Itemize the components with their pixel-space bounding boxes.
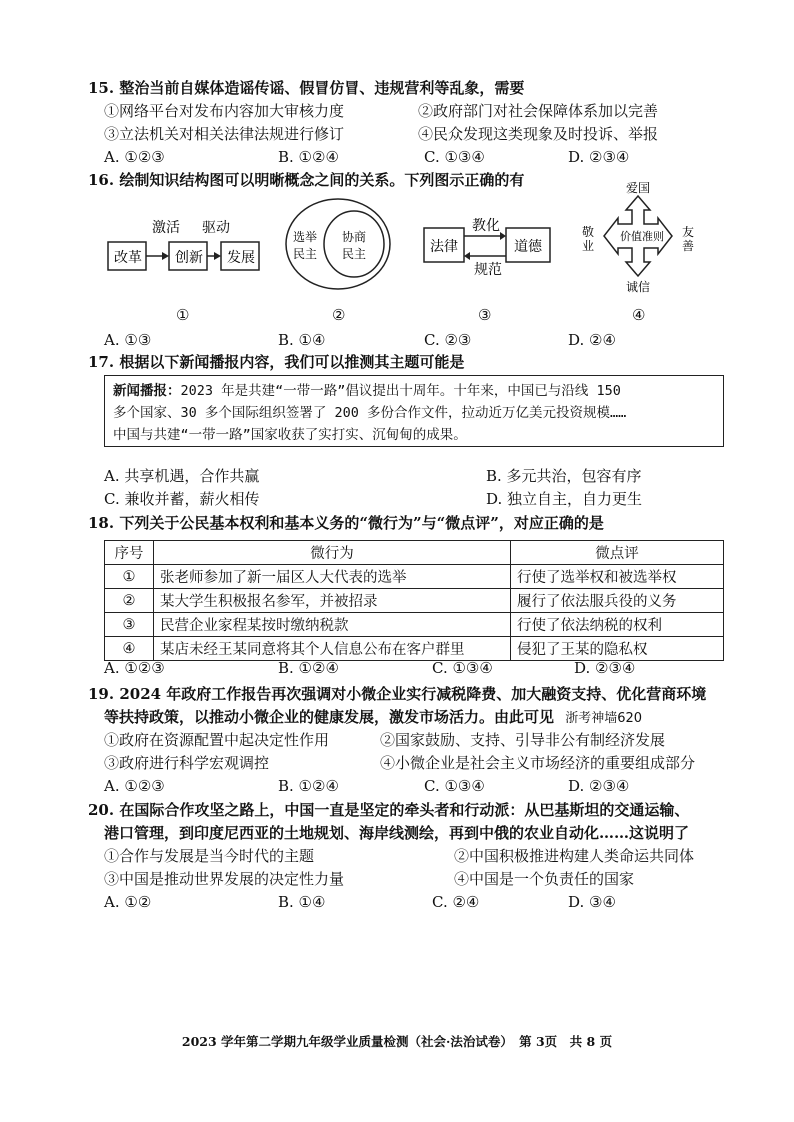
- q16-option-d[interactable]: D. ②④: [568, 331, 616, 349]
- q16-diagram-3-number: ③: [478, 306, 492, 324]
- q19-stem-line-2: [104, 707, 642, 729]
- q16-diagram-1-number: ①: [176, 306, 190, 324]
- q20-statement-1: ①合作与发展是当今时代的主题: [104, 847, 315, 865]
- d4-right-text-2: 善: [682, 239, 695, 253]
- q17-stem: 17. 根据以下新闻播报内容，我们可以推测其主题可能是: [88, 353, 465, 371]
- q17-option-d[interactable]: D. 独立自主，自力更生: [486, 490, 643, 508]
- q17-option-a[interactable]: A. 共享机遇，合作共赢: [104, 467, 260, 485]
- q16-diagram-3: [420, 214, 555, 276]
- q20-option-b[interactable]: B. ①④: [278, 893, 326, 911]
- q20-option-a[interactable]: A. ①②: [104, 893, 152, 911]
- q16-diagram-4: [578, 178, 698, 296]
- q19-option-a[interactable]: A. ①②③: [104, 777, 165, 795]
- q19-option-d[interactable]: D. ②③④: [568, 777, 630, 795]
- q18-option-a[interactable]: A. ①②③: [104, 659, 165, 677]
- q15-statement-3: ③立法机关对相关法律法规进行修订: [104, 125, 345, 143]
- q18-option-c[interactable]: C. ①③④: [432, 659, 493, 677]
- table-row: [105, 589, 724, 613]
- q19-stem-line-1: 19. 2024 年政府工作报告再次强调对小微企业实行减税降费、加大融资支持、优化营商环境: [88, 685, 707, 703]
- q19-option-c[interactable]: C. ①③④: [424, 777, 485, 795]
- d1-develop-text: 发展: [227, 250, 255, 266]
- q15-option-c[interactable]: C. ①③④: [424, 148, 485, 166]
- d2-outer-text-1: 选举: [293, 230, 318, 244]
- q18-table-header: [105, 541, 724, 565]
- q18-row-2-action: 某大学生积极报名参军，并被招录: [154, 589, 511, 613]
- q20-statement-4: ④中国是一个负责任的国家: [454, 870, 635, 888]
- q16-diagram-4-number: ④: [632, 306, 646, 324]
- q18-option-d[interactable]: D. ②③④: [574, 659, 636, 677]
- watermark: 浙考神墙620: [565, 711, 643, 726]
- table-row: [105, 637, 724, 661]
- q18-row-2-no: ②: [105, 589, 154, 613]
- d4-left-text-1: 敬: [582, 225, 595, 239]
- d3-morality-text: 道德: [514, 239, 542, 255]
- page-footer: 2023 学年第二学期九年级学业质量检测（社会·法治试卷） 第 3页 共 8 页: [181, 1034, 613, 1049]
- q20-option-d[interactable]: D. ③④: [568, 893, 616, 911]
- d3-norm-text: 规范: [474, 262, 502, 276]
- q20-stem-line-1: 20. 在国际合作攻坚之路上，中国一直是坚定的牵头者和行动派：从巴基斯坦的交通运输、: [88, 801, 690, 819]
- q17-news-line-1: 2023 年是共建“一带一路”倡议提出十周年。十年来，中国已与沿线 150: [180, 383, 621, 399]
- q18-row-4-no: ④: [105, 637, 154, 661]
- q18-row-4-comment: 侵犯了王某的隐私权: [511, 637, 724, 661]
- q18-stem: 18. 下列关于公民基本权利和基本义务的“微行为”与“微点评”，对应正确的是: [88, 514, 604, 532]
- q15-statement-2: ②政府部门对社会保障体系加以完善: [418, 102, 659, 120]
- q17-news-line-2: 多个国家、30 多个国际组织签署了 200 多份合作文件，拉动近万亿美元投资规模……: [113, 405, 627, 421]
- q15-option-a[interactable]: A. ①②③: [104, 148, 165, 166]
- d1-reform-text: 改革: [114, 250, 142, 266]
- q15-stem: 15. 整治当前自媒体造谣传谣、假冒仿冒、违规营利等乱象，需要: [88, 79, 525, 97]
- d1-arrowhead-1: [162, 252, 169, 260]
- d4-right-text-1: 友: [682, 225, 695, 239]
- q16-option-a[interactable]: A. ①③: [104, 331, 152, 349]
- q15-statement-4: ④民众发现这类现象及时投诉、举报: [418, 125, 659, 143]
- d1-drive-label: 驱动: [202, 220, 230, 236]
- q18-row-3-comment: 行使了依法纳税的权利: [511, 613, 724, 637]
- q18-row-1-comment: 行使了选举权和被选举权: [511, 565, 724, 589]
- q19-statement-3: ③政府进行科学宏观调控: [104, 754, 270, 772]
- d3-edu-text: 教化: [472, 218, 500, 234]
- q18-row-1-no: ①: [105, 565, 154, 589]
- q18-row-4-action: 某店未经王某同意将其个人信息公布在客户群里: [154, 637, 511, 661]
- d2-inner-circle: [324, 211, 384, 277]
- d4-bottom-text: 诚信: [626, 280, 651, 294]
- d2-inner-text-1: 协商: [342, 230, 367, 244]
- table-row: [105, 613, 724, 637]
- q18-row-3-action: 民营企业家程某按时缴纳税款: [154, 613, 511, 637]
- q18-header-no: 序号: [105, 541, 154, 565]
- d2-inner-text-2: 民主: [342, 247, 367, 261]
- q17-option-b[interactable]: B. 多元共治，包容有序: [486, 467, 642, 485]
- q20-stem-line-2: 港口管理，到印度尼西亚的土地规划、海岸线测绘，再到中俄的农业自动化……这说明了: [104, 824, 690, 842]
- d4-top-text: 爱国: [626, 181, 651, 195]
- q18-header-comment: 微点评: [511, 541, 724, 565]
- q20-statement-2: ②中国积极推进构建人类命运共同体: [454, 847, 695, 865]
- d2-outer-circle: [286, 199, 390, 289]
- q20-statement-3: ③中国是推动世界发展的决定性力量: [104, 870, 345, 888]
- d2-outer-text-2: 民主: [293, 247, 318, 261]
- d3-arrowhead-top: [500, 232, 506, 240]
- q17-option-c[interactable]: C. 兼收并蓄，薪火相传: [104, 490, 260, 508]
- q18-row-3-no: ③: [105, 613, 154, 637]
- q15-statement-1: ①网络平台对发布内容加大审核力度: [104, 102, 345, 120]
- d4-center-text: 价值准则: [620, 230, 664, 243]
- q17-news-line-3: 中国与共建“一带一路”国家收获了实打实、沉甸甸的成果。: [113, 427, 467, 443]
- q16-diagram-2-number: ②: [332, 306, 346, 324]
- q18-option-b[interactable]: B. ①②④: [278, 659, 339, 677]
- q19-statement-2: ②国家鼓励、支持、引导非公有制经济发展: [380, 731, 666, 749]
- q18-row-1-action: 张老师参加了新一届区人大代表的选举: [154, 565, 511, 589]
- q19-option-b[interactable]: B. ①②④: [278, 777, 339, 795]
- q15-option-d[interactable]: D. ②③④: [568, 148, 630, 166]
- d3-arrowhead-bottom: [464, 252, 470, 260]
- q16-option-b[interactable]: B. ①④: [278, 331, 326, 349]
- d1-innovate-text: 创新: [175, 250, 203, 266]
- d4-left-text-2: 业: [582, 239, 595, 253]
- q19-stem-text: 等扶持政策，以推动小微企业的健康发展，激发市场活力。由此可见: [104, 708, 555, 726]
- q17-news-label: 新闻播报：: [113, 383, 181, 399]
- q19-statement-4: ④小微企业是社会主义市场经济的重要组成部分: [380, 754, 696, 772]
- q18-table: [104, 540, 724, 661]
- q18-header-action: 微行为: [154, 541, 511, 565]
- q18-row-2-comment: 履行了依法服兵役的义务: [511, 589, 724, 613]
- q16-stem: 16. 绘制知识结构图可以明晰概念之间的关系。下列图示正确的有: [88, 171, 525, 189]
- table-row: [105, 565, 724, 589]
- q16-diagram-2: [283, 196, 393, 292]
- q17-news-box: [104, 375, 724, 447]
- d3-law-text: 法律: [430, 239, 458, 255]
- d1-arrowhead-2: [214, 252, 221, 260]
- d1-activate-label: 激活: [152, 220, 180, 236]
- q19-statement-1: ①政府在资源配置中起决定性作用: [104, 731, 330, 749]
- q15-option-b[interactable]: B. ①②④: [278, 148, 339, 166]
- q16-option-c[interactable]: C. ②③: [424, 331, 472, 349]
- q16-diagram-1: [104, 212, 264, 276]
- q20-option-c[interactable]: C. ②④: [432, 893, 480, 911]
